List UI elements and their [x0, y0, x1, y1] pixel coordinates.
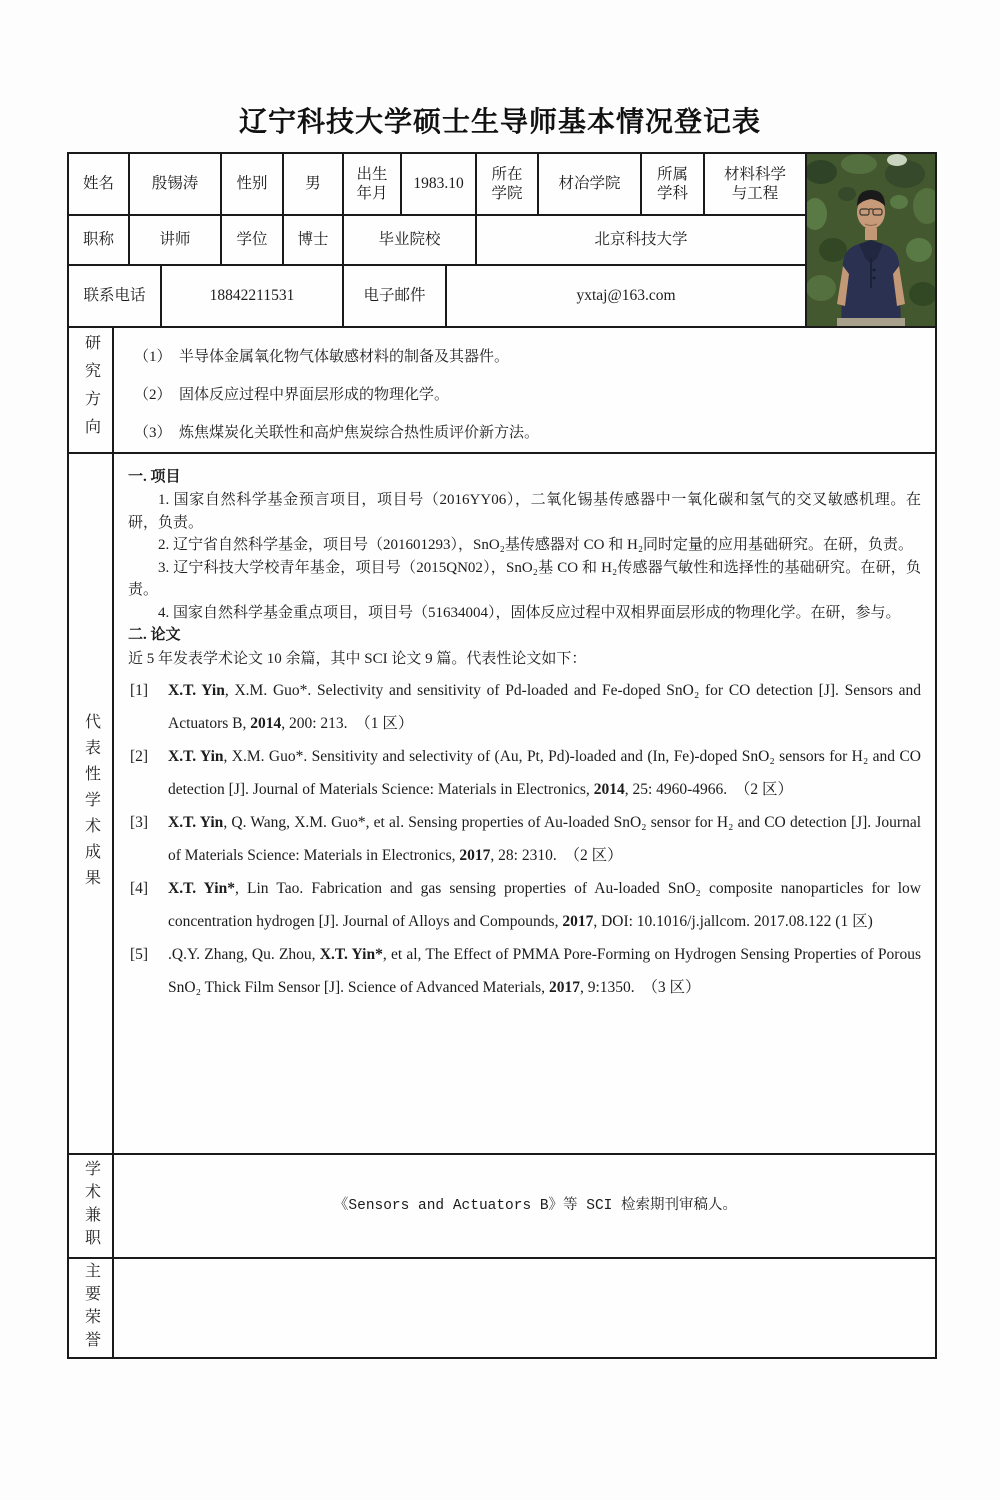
paper-item: [2] X.T. Yin, X.M. Guo*. Sensitivity and selectivity of (Au, Pt, Pd)-loaded and (In, Fe)-doped SnO₂ sensors for H₂ and CO detection [J]. Journal of Materials Science: Materials in Electronics, 2014, 25: 4960-4966. （2 区）: [128, 741, 921, 806]
discipline-label: 所属学科: [642, 154, 705, 216]
name-label: 姓名: [69, 154, 130, 216]
project-item: 4. 国家自然科学基金重点项目，项目号（51634004），固体反应过程中双相界面层形成的物理化学。在研，参与。: [158, 604, 901, 621]
college-label: 所在学院: [477, 154, 539, 216]
photo-illustration: [807, 154, 935, 326]
job-title-label: 职称: [69, 216, 130, 266]
academic-positions-content: 《Sensors and Actuators B》等 SCI 检索期刊审稿人。: [114, 1155, 935, 1259]
papers-heading: 二. 论文: [128, 627, 181, 643]
achievements-label-text: 代表性学术成果: [82, 712, 100, 895]
paper-item: [4] X.T. Yin*, Lin Tao. Fabrication and gas sensing properties of Au-loaded SnO₂ composite nanoparticles for low concentration hydrogen [J]. Journal of Alloys and Compounds, 2017, DOI: 10.1016/j.jallcom. 2017.08.122 (1 区): [128, 873, 921, 938]
paper-item: [3] X.T. Yin, Q. Wang, X.M. Guo*, et al. Sensing properties of Au-loaded SnO₂ sensor for H₂ and CO detection [J]. Journal of Materials Science: Materials in Electronics, 2017, 28: 2310. （2 区）: [128, 807, 921, 872]
academic-positions-label: [69, 1155, 114, 1259]
papers-intro: 近 5 年发表学术论文 10 余篇，其中 SCI 论文 9 篇。代表性论文如下：: [128, 651, 587, 667]
research-directions-label-text: 研究方向: [82, 334, 100, 446]
phone-value: 18842211531: [162, 266, 344, 328]
papers-list: [128, 675, 921, 1004]
page-title: 辽宁科技大学硕士生导师基本情况登记表: [238, 106, 761, 137]
email-value: yxtaj@163.com: [447, 266, 807, 328]
paper-marker: [4]: [130, 880, 149, 897]
honors-label: [69, 1259, 114, 1357]
paper-marker: [1]: [130, 682, 149, 699]
research-directions-label: [69, 328, 114, 454]
paper-marker: [3]: [130, 814, 149, 831]
honors-label-text: 主要荣誉: [82, 1262, 100, 1354]
degree-value: 博士: [284, 216, 344, 266]
job-title-value: 讲师: [130, 216, 222, 266]
school-label: 毕业院校: [344, 216, 477, 266]
name-value: 殷锡涛: [130, 154, 222, 216]
honors-content: [114, 1259, 935, 1357]
paper-item: [1] X.T. Yin, X.M. Guo*. Selectivity and sensitivity of Pd-loaded and Fe-doped SnO₂ for CO detection [J]. Sensors and Actuators B, 2014, 200: 213. （1 区）: [128, 675, 921, 740]
email-label: 电子邮件: [344, 266, 447, 328]
achievements-content: [114, 454, 935, 1155]
project-item: 3. 辽宁科技大学校青年基金，项目号（2015QN02），SnO₂基 CO 和 H₂传感器气敏性和选择性的基础研究。在研，负责。: [128, 559, 921, 598]
birth-value: 1983.10: [402, 154, 477, 216]
paper-marker: [5]: [130, 946, 149, 963]
research-direction-item: （3） 炼焦煤炭化关联性和高炉焦炭综合热性质评价新方法。: [134, 425, 540, 441]
academic-positions-label-text: 学术兼职: [82, 1160, 100, 1252]
achievements-label: [69, 454, 114, 1155]
research-directions-content: [114, 328, 935, 454]
projects-list: [128, 489, 921, 624]
paper-item: [5] .Q.Y. Zhang, Qu. Zhou, X.T. Yin*, et al, The Effect of PMMA Pore-Forming on Hydrogen Sensing Properties of Porous SnO₂ Thick Film Sensor [J]. Science of Advanced Materials, 2017, 9:1350. （3 区）: [128, 939, 921, 1004]
research-direction-item: （2） 固体反应过程中界面层形成的物理化学。: [134, 387, 450, 403]
gender-value: 男: [284, 154, 344, 216]
school-value: 北京科技大学: [477, 216, 807, 266]
degree-label: 学位: [222, 216, 284, 266]
paper-marker: [2]: [130, 748, 149, 765]
research-direction-item: （1） 半导体金属氧化物气体敏感材料的制备及其器件。: [134, 349, 510, 365]
gender-label: 性别: [222, 154, 284, 216]
project-item: 1. 国家自然科学基金预言项目，项目号（2016YY06），二氧化锡基传感器中一氧化碳和氢气的交叉敏感机理。在研，负责。: [128, 492, 921, 531]
discipline-value: 材料科学与工程: [705, 154, 807, 216]
registration-form-table: [67, 152, 937, 1359]
project-item: 2. 辽宁省自然科学基金，项目号（201601293），SnO₂基传感器对 CO 和 H₂同时定量的应用基础研究。在研，负责。: [158, 537, 914, 553]
phone-label: 联系电话: [69, 266, 162, 328]
birth-label: 出生年月: [344, 154, 402, 216]
projects-heading: 一. 项目: [128, 469, 181, 485]
college-value: 材冶学院: [539, 154, 642, 216]
profile-photo: [807, 154, 935, 328]
